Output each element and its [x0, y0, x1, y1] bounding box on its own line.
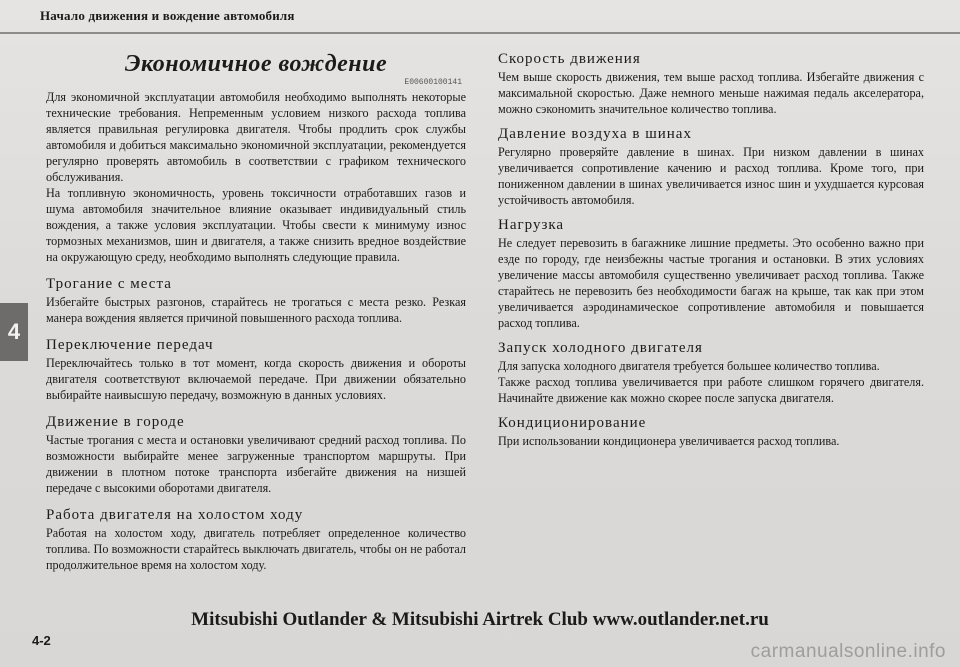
site-watermark: carmanualsonline.info: [750, 641, 946, 662]
section: [46, 336, 466, 403]
right-sections: [498, 50, 924, 449]
left-column: [46, 42, 466, 573]
section: [498, 125, 924, 208]
section-title: Нагрузка: [498, 217, 565, 233]
section: [498, 414, 924, 449]
chapter-tab: 4: [0, 303, 28, 361]
body-paragraph: При использовании кондиционера увеличивается расход топлива.: [498, 434, 840, 448]
body-paragraph: На топливную экономичность, уровень токсичности отработавших газов и шума автомобиля значительное влияние оказывает индивидуальный стиль вождения, а также условия эксплуатации. Чтобы свести к минимуму износ тормозных механизмов, шин и двигателя, а также снизить вредное воздействие на окружающую среду, необходимо выполнять следующие правила.: [46, 186, 466, 264]
section-title: Движение в городе: [46, 414, 185, 430]
club-footer: Mitsubishi Outlander & Mitsubishi Airtrek Club www.outlander.net.ru: [191, 609, 769, 630]
section-title: Трогание с места: [46, 276, 172, 292]
section: [46, 413, 466, 496]
body-paragraph: Избегайте быстрых разгонов, старайтесь не трогаться с места резко. Резкая манера вождения является причиной повышенного расхода топлива.: [46, 295, 466, 325]
chapter-header: Начало движения и вождение автомобиля: [40, 8, 295, 23]
section-title: Скорость движения: [498, 51, 641, 67]
body-paragraph: Переключайтесь только в тот момент, когда скорость движения и обороты двигателя соответствуют включаемой передаче. При движении обязательно выбирайте наивысшую передачу, возможную в данных условиях.: [46, 356, 466, 402]
section-title: Переключение передач: [46, 337, 214, 353]
section-title: Запуск холодного двигателя: [498, 340, 703, 356]
page-title: Экономичное вождение: [124, 51, 388, 77]
section-title: Работа двигателя на холостом ходу: [46, 507, 304, 523]
body-paragraph: Не следует перевозить в багажнике лишние предметы. Это особенно важно при езде по городу, где неизбежны частые трогания и остановки. В этих условиях увеличение массы автомобиля существенно увеличивает расход топлива. Также старайтесь не перевозить без необходимости багаж на крыше, так как при этом увеличивается аэродинамическое сопротивление автомобиля и повышается расход топлива.: [498, 236, 924, 330]
section: [498, 339, 924, 406]
body-paragraph: Чем выше скорость движения, тем выше расход топлива. Избегайте движения с максимальной скоростью. Даже немного меньше нажимая педаль акселератора, можно сэкономить значительное количество топлива.: [498, 70, 924, 116]
body-paragraph: Также расход топлива увеличивается при работе слишком горячего двигателя. Начинайте движение как можно скорее после запуска двигателя.: [498, 375, 924, 405]
document-code: E00600100141: [404, 78, 462, 87]
section: [46, 506, 466, 573]
page-number: 4-2: [32, 633, 51, 648]
body-paragraph: Для экономичной эксплуатации автомобиля необходимо выполнять некоторые технические требования. Непременным условием низкого расхода топлива является правильная регулировка двигателя. Чтобы продлить срок службы автомобиля и добиться максимально экономичной эксплуатации, рекомендуется регулярно проверять автомобиль в соответствии с графиком технического обслуживания.: [46, 90, 466, 184]
left-sections: [46, 275, 466, 573]
section-title: Кондиционирование: [498, 415, 647, 431]
intro-text: [46, 89, 466, 265]
section-title: Давление воздуха в шинах: [498, 126, 692, 142]
section: [498, 50, 924, 117]
body-paragraph: Частые трогания с места и остановки увеличивают средний расход топлива. По возможности выбирайте менее загруженные транспортом маршруты. При движении в плотном потоке транспорта избегайте движения на низшей передаче с высокими оборотами двигателя.: [46, 433, 466, 495]
section: [46, 275, 466, 326]
body-paragraph: Регулярно проверяйте давление в шинах. При низком давлении в шинах увеличивается сопротивление качению и расход топлива. Кроме того, при пониженном давлении в шинах увеличивается износ шин и ухудшается курсовая устойчивость автомобиля.: [498, 145, 924, 207]
right-column: [498, 42, 924, 449]
section: [498, 216, 924, 331]
body-paragraph: Работая на холостом ходу, двигатель потребляет определенное количество топлива. По возможности старайтесь выключать двигатель, чтобы он не работал продолжительное время на холостом ходу.: [46, 526, 466, 572]
body-paragraph: Для запуска холодного двигателя требуется большее количество топлива.: [498, 359, 880, 373]
header-divider: [0, 32, 960, 34]
